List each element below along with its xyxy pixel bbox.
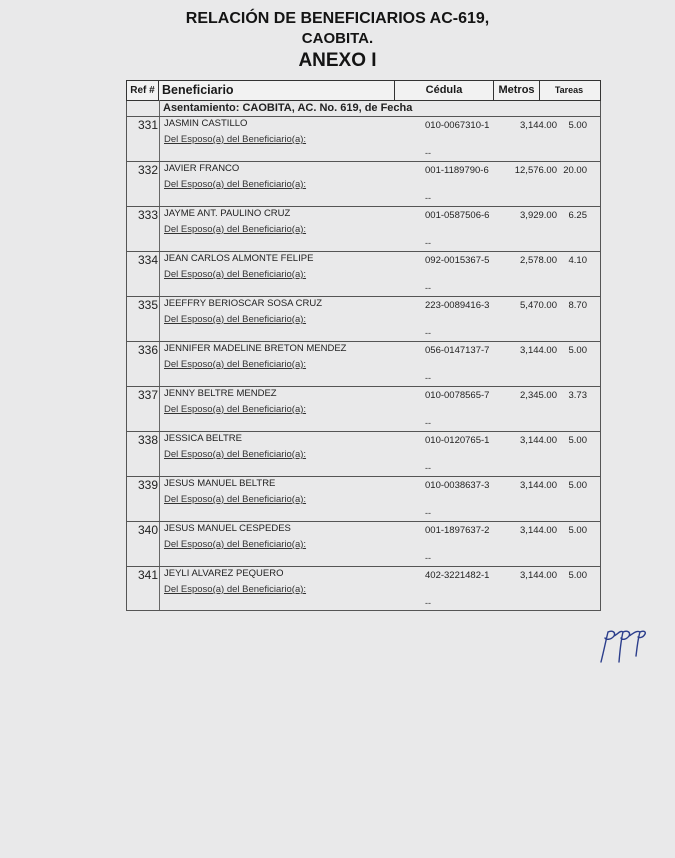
row-separator (127, 296, 600, 297)
row-separator (127, 341, 600, 342)
row-separator (127, 251, 600, 252)
row-ref-number: 334 (137, 253, 158, 267)
beneficiary-cedula: 010-0038637-3 (425, 480, 490, 491)
table-header (126, 80, 601, 101)
beneficiary-cedula: 001-1189790-6 (425, 165, 489, 176)
spouse-label: Del Esposo(a) del Beneficiario(a): (164, 314, 307, 325)
table-row (127, 116, 600, 161)
document-annex-title: ANEXO I (298, 50, 377, 71)
beneficiary-cedula: 010-0078565-7 (425, 390, 490, 401)
spouse-label: Del Esposo(a) del Beneficiario(a): (164, 224, 307, 235)
metros-value: 3,144.00 (520, 480, 557, 491)
spouse-label: Del Esposo(a) del Beneficiario(a): (164, 269, 307, 280)
row-separator (127, 566, 600, 567)
row-separator (127, 116, 600, 117)
beneficiary-name: JESUS MANUEL BELTRE (164, 478, 276, 489)
header-ref: Ref # (127, 81, 159, 100)
beneficiary-name: JASMIN CASTILLO (164, 118, 248, 129)
spouse-cedula: -- (425, 328, 431, 338)
spouse-cedula: -- (425, 598, 431, 608)
header-metros: Metros (494, 81, 540, 100)
beneficiary-name: JENNIFER MADELINE BRETON MENDEZ (164, 343, 347, 354)
beneficiary-cedula: 010-0120765-1 (425, 435, 490, 446)
spouse-cedula: -- (425, 283, 431, 293)
metros-value: 3,144.00 (520, 345, 557, 356)
beneficiary-name: JESSICA BELTRE (164, 433, 242, 444)
table-row (127, 161, 600, 206)
spouse-cedula: -- (425, 553, 431, 563)
metros-value: 3,144.00 (520, 525, 557, 536)
tareas-value: 5.00 (568, 525, 587, 536)
metros-value: 2,345.00 (520, 390, 557, 401)
table-row (127, 521, 600, 566)
tareas-value: 6.25 (568, 210, 587, 221)
beneficiary-cedula: 001-1897637-2 (425, 525, 490, 536)
beneficiary-name: JAVIER FRANCO (164, 163, 240, 174)
spouse-cedula: -- (425, 463, 431, 473)
tareas-value: 8.70 (568, 300, 587, 311)
spouse-label: Del Esposo(a) del Beneficiario(a): (164, 359, 307, 370)
row-ref-number: 333 (137, 208, 158, 222)
tareas-value: 20.00 (563, 165, 587, 176)
handwritten-signature (598, 622, 648, 666)
row-ref-number: 336 (137, 343, 158, 357)
metros-value: 3,144.00 (520, 570, 557, 581)
row-ref-number: 338 (137, 433, 158, 447)
tareas-value: 5.00 (568, 480, 587, 491)
metros-value: 12,576.00 (514, 165, 557, 176)
table-row (127, 566, 600, 611)
beneficiary-cedula: 001-0587506-6 (425, 210, 490, 221)
spouse-cedula: -- (425, 238, 431, 248)
beneficiary-cedula: 402-3221482-1 (425, 570, 490, 581)
row-separator (127, 386, 600, 387)
beneficiary-cedula: 056-0147137-7 (425, 345, 490, 356)
tareas-value: 4.10 (568, 255, 587, 266)
beneficiary-name: JAYME ANT. PAULINO CRUZ (164, 208, 291, 219)
spouse-label: Del Esposo(a) del Beneficiario(a): (164, 134, 307, 145)
row-separator (127, 521, 600, 522)
beneficiary-name: JEEFFRY BERIOSCAR SOSA CRUZ (164, 298, 323, 309)
row-ref-number: 332 (137, 163, 158, 177)
beneficiary-name: JEAN CARLOS ALMONTE FELIPE (164, 253, 314, 264)
spouse-cedula: -- (425, 508, 431, 518)
spouse-cedula: -- (425, 373, 431, 383)
metros-value: 3,929.00 (520, 210, 557, 221)
spouse-label: Del Esposo(a) del Beneficiario(a): (164, 584, 307, 595)
asentamiento-label: Asentamiento: CAOBITA, AC. No. 619, de Fecha (163, 102, 413, 114)
spouse-label: Del Esposo(a) del Beneficiario(a): (164, 404, 307, 415)
beneficiary-cedula: 010-0067310-1 (425, 120, 490, 131)
row-ref-number: 331 (137, 118, 158, 132)
spouse-label: Del Esposo(a) del Beneficiario(a): (164, 494, 307, 505)
row-ref-number: 341 (137, 568, 158, 582)
table-row (127, 386, 600, 431)
metros-value: 3,144.00 (520, 435, 557, 446)
table-row (127, 251, 600, 296)
beneficiary-cedula: 223-0089416-3 (425, 300, 490, 311)
metros-value: 2,578.00 (520, 255, 557, 266)
header-beneficiario: Beneficiario (159, 81, 395, 100)
tareas-value: 5.00 (568, 120, 587, 131)
table-row (127, 296, 600, 341)
spouse-cedula: -- (425, 193, 431, 203)
table-row (127, 476, 600, 521)
row-ref-number: 335 (137, 298, 158, 312)
document-title-line2: CAOBITA. (301, 30, 374, 47)
row-ref-number: 340 (137, 523, 158, 537)
spouse-cedula: -- (425, 418, 431, 428)
row-separator (127, 431, 600, 432)
beneficiary-name: JEYLI ALVAREZ PEQUERO (164, 568, 284, 579)
header-tareas: Tareas (554, 85, 584, 95)
beneficiary-name: JENNY BELTRE MENDEZ (164, 388, 277, 399)
spouse-label: Del Esposo(a) del Beneficiario(a): (164, 539, 307, 550)
row-ref-number: 337 (137, 388, 158, 402)
spouse-label: Del Esposo(a) del Beneficiario(a): (164, 449, 307, 460)
tareas-value: 5.00 (568, 345, 587, 356)
table-row (127, 431, 600, 476)
metros-value: 3,144.00 (520, 120, 557, 131)
row-separator (127, 476, 600, 477)
table-row (127, 206, 600, 251)
row-separator (127, 161, 600, 162)
spouse-cedula: -- (425, 148, 431, 158)
metros-value: 5,470.00 (520, 300, 557, 311)
document-title-line1: RELACIÓN DE BENEFICIARIOS AC-619, (185, 10, 490, 27)
spouse-label: Del Esposo(a) del Beneficiario(a): (164, 179, 307, 190)
beneficiaries-table (126, 80, 601, 611)
row-ref-number: 339 (137, 478, 158, 492)
beneficiary-name: JESUS MANUEL CESPEDES (164, 523, 291, 534)
row-separator (127, 206, 600, 207)
table-row (127, 341, 600, 386)
beneficiary-cedula: 092-0015367-5 (425, 255, 490, 266)
tareas-value: 5.00 (568, 570, 587, 581)
tareas-value: 3.73 (568, 390, 587, 401)
tareas-value: 5.00 (568, 435, 587, 446)
header-cedula: Cédula (395, 81, 494, 100)
